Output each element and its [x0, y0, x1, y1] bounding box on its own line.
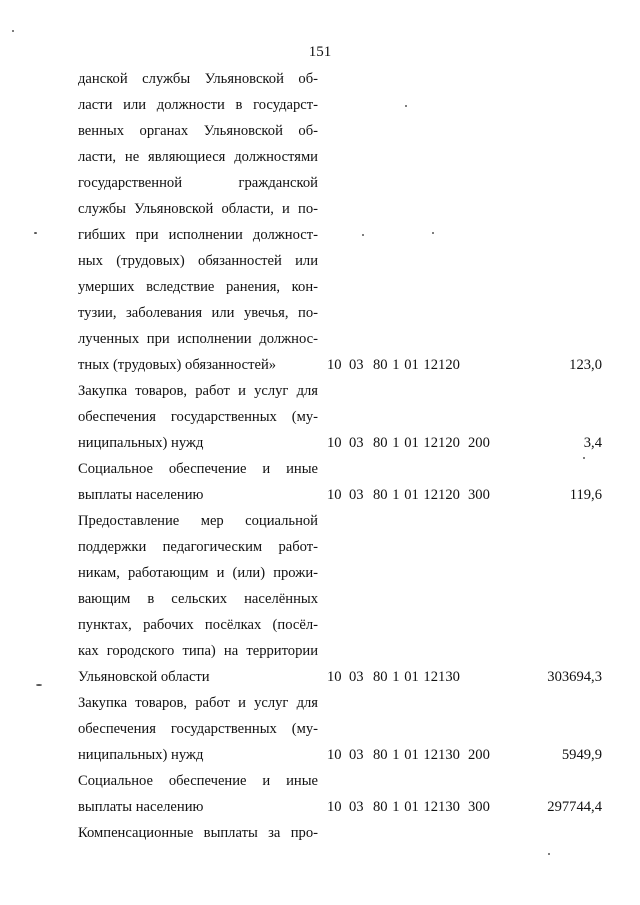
expense-type-code: 200 — [468, 435, 490, 451]
subsection-code: 03 — [349, 669, 364, 685]
text-line — [0, 352, 640, 378]
text-line — [0, 378, 640, 404]
item-description: гибших при исполнении должност- — [78, 227, 318, 243]
item-description: поддержки педагогическим работ- — [78, 539, 318, 555]
item-description: тузии, заболевания или увечья, по- — [78, 305, 318, 321]
text-line — [0, 716, 640, 742]
scan-speck — [432, 232, 434, 234]
text-line — [0, 326, 640, 352]
text-line — [0, 742, 640, 768]
item-description: службы Ульяновской области, и по- — [78, 201, 318, 217]
target-article-code: 80 1 01 12130 — [373, 669, 460, 685]
expense-type-code: 200 — [468, 747, 490, 763]
item-description: выплаты населению — [78, 487, 204, 503]
text-line — [0, 196, 640, 222]
subsection-code: 03 — [349, 357, 364, 373]
amount: 5949,9 — [561, 747, 602, 763]
subsection-code: 03 — [349, 435, 364, 451]
item-description: венных органах Ульяновской об- — [78, 123, 318, 139]
scan-speck — [548, 853, 550, 855]
item-description: умерших вследствие ранения, кон- — [78, 279, 318, 295]
item-description: выплаты населению — [78, 799, 204, 815]
text-line — [0, 612, 640, 638]
item-description: никам, работающим и (или) прожи- — [78, 565, 318, 581]
text-line — [0, 534, 640, 560]
item-description: ниципальных) нужд — [78, 747, 204, 763]
section-code: 10 — [327, 357, 342, 373]
amount: 119,6 — [569, 487, 602, 503]
section-code: 10 — [327, 747, 342, 763]
item-description: обеспечения государственных (му- — [78, 409, 318, 425]
text-line — [0, 482, 640, 508]
item-description: ках городского типа) на территории — [78, 643, 318, 659]
target-article-code: 80 1 01 12120 — [373, 435, 460, 451]
item-description: лученных при исполнении должнос- — [78, 331, 318, 347]
amount: 303694,3 — [547, 669, 602, 685]
text-line — [0, 690, 640, 716]
section-code: 10 — [327, 799, 342, 815]
text-line — [0, 66, 640, 92]
item-description: вающим в сельских населённых — [78, 591, 318, 607]
item-description: Социальное обеспечение и иные — [78, 773, 318, 789]
text-line — [0, 404, 640, 430]
expense-type-code: 300 — [468, 487, 490, 503]
amount: 123,0 — [569, 357, 602, 373]
scan-speck — [34, 232, 37, 234]
item-description: Компенсационные выплаты за про- — [78, 825, 318, 841]
expense-type-code: 300 — [468, 799, 490, 815]
text-line — [0, 92, 640, 118]
scan-speck — [362, 234, 364, 236]
target-article-code: 80 1 01 12130 — [373, 747, 460, 763]
text-line — [0, 274, 640, 300]
target-article-code: 80 1 01 12130 — [373, 799, 460, 815]
item-description: Социальное обеспечение и иные — [78, 461, 318, 477]
text-line — [0, 560, 640, 586]
subsection-code: 03 — [349, 487, 364, 503]
amount: 3,4 — [583, 435, 602, 451]
scan-speck — [405, 105, 407, 107]
text-line — [0, 248, 640, 274]
text-line — [0, 768, 640, 794]
text-line — [0, 794, 640, 820]
text-line — [0, 586, 640, 612]
section-code: 10 — [327, 669, 342, 685]
text-line — [0, 222, 640, 248]
item-description: тных (трудовых) обязанностей» — [78, 357, 277, 373]
text-line — [0, 144, 640, 170]
target-article-code: 80 1 01 12120 — [373, 487, 460, 503]
section-code: 10 — [327, 487, 342, 503]
item-description: ласти или должности в государст- — [78, 97, 318, 113]
text-line — [0, 508, 640, 534]
item-description: ных (трудовых) обязанностей или — [78, 253, 318, 269]
item-description: ласти, не являющиеся должностями — [78, 149, 318, 165]
subsection-code: 03 — [349, 747, 364, 763]
section-code: 10 — [327, 435, 342, 451]
text-line — [0, 430, 640, 456]
page-number: 151 — [308, 44, 332, 60]
item-description: Закупка товаров, работ и услуг для — [78, 383, 318, 399]
item-description: обеспечения государственных (му- — [78, 721, 318, 737]
text-line — [0, 456, 640, 482]
text-line — [0, 820, 640, 846]
text-line — [0, 118, 640, 144]
item-description: ниципальных) нужд — [78, 435, 204, 451]
text-line — [0, 300, 640, 326]
item-description: государственной гражданской — [78, 175, 318, 191]
item-description: Предоставление мер социальной — [78, 513, 318, 529]
scan-speck — [36, 684, 42, 686]
text-line — [0, 170, 640, 196]
text-line — [0, 664, 640, 690]
item-description: пунктах, рабочих посёлках (посёл- — [78, 617, 318, 633]
amount: 297744,4 — [547, 799, 602, 815]
item-description: Ульяновской области — [78, 669, 210, 685]
subsection-code: 03 — [349, 799, 364, 815]
item-description: данской службы Ульяновской об- — [78, 71, 318, 87]
scan-speck — [583, 457, 585, 459]
target-article-code: 80 1 01 12120 — [373, 357, 460, 373]
item-description: Закупка товаров, работ и услуг для — [78, 695, 318, 711]
scan-speck — [12, 30, 14, 32]
text-line — [0, 638, 640, 664]
